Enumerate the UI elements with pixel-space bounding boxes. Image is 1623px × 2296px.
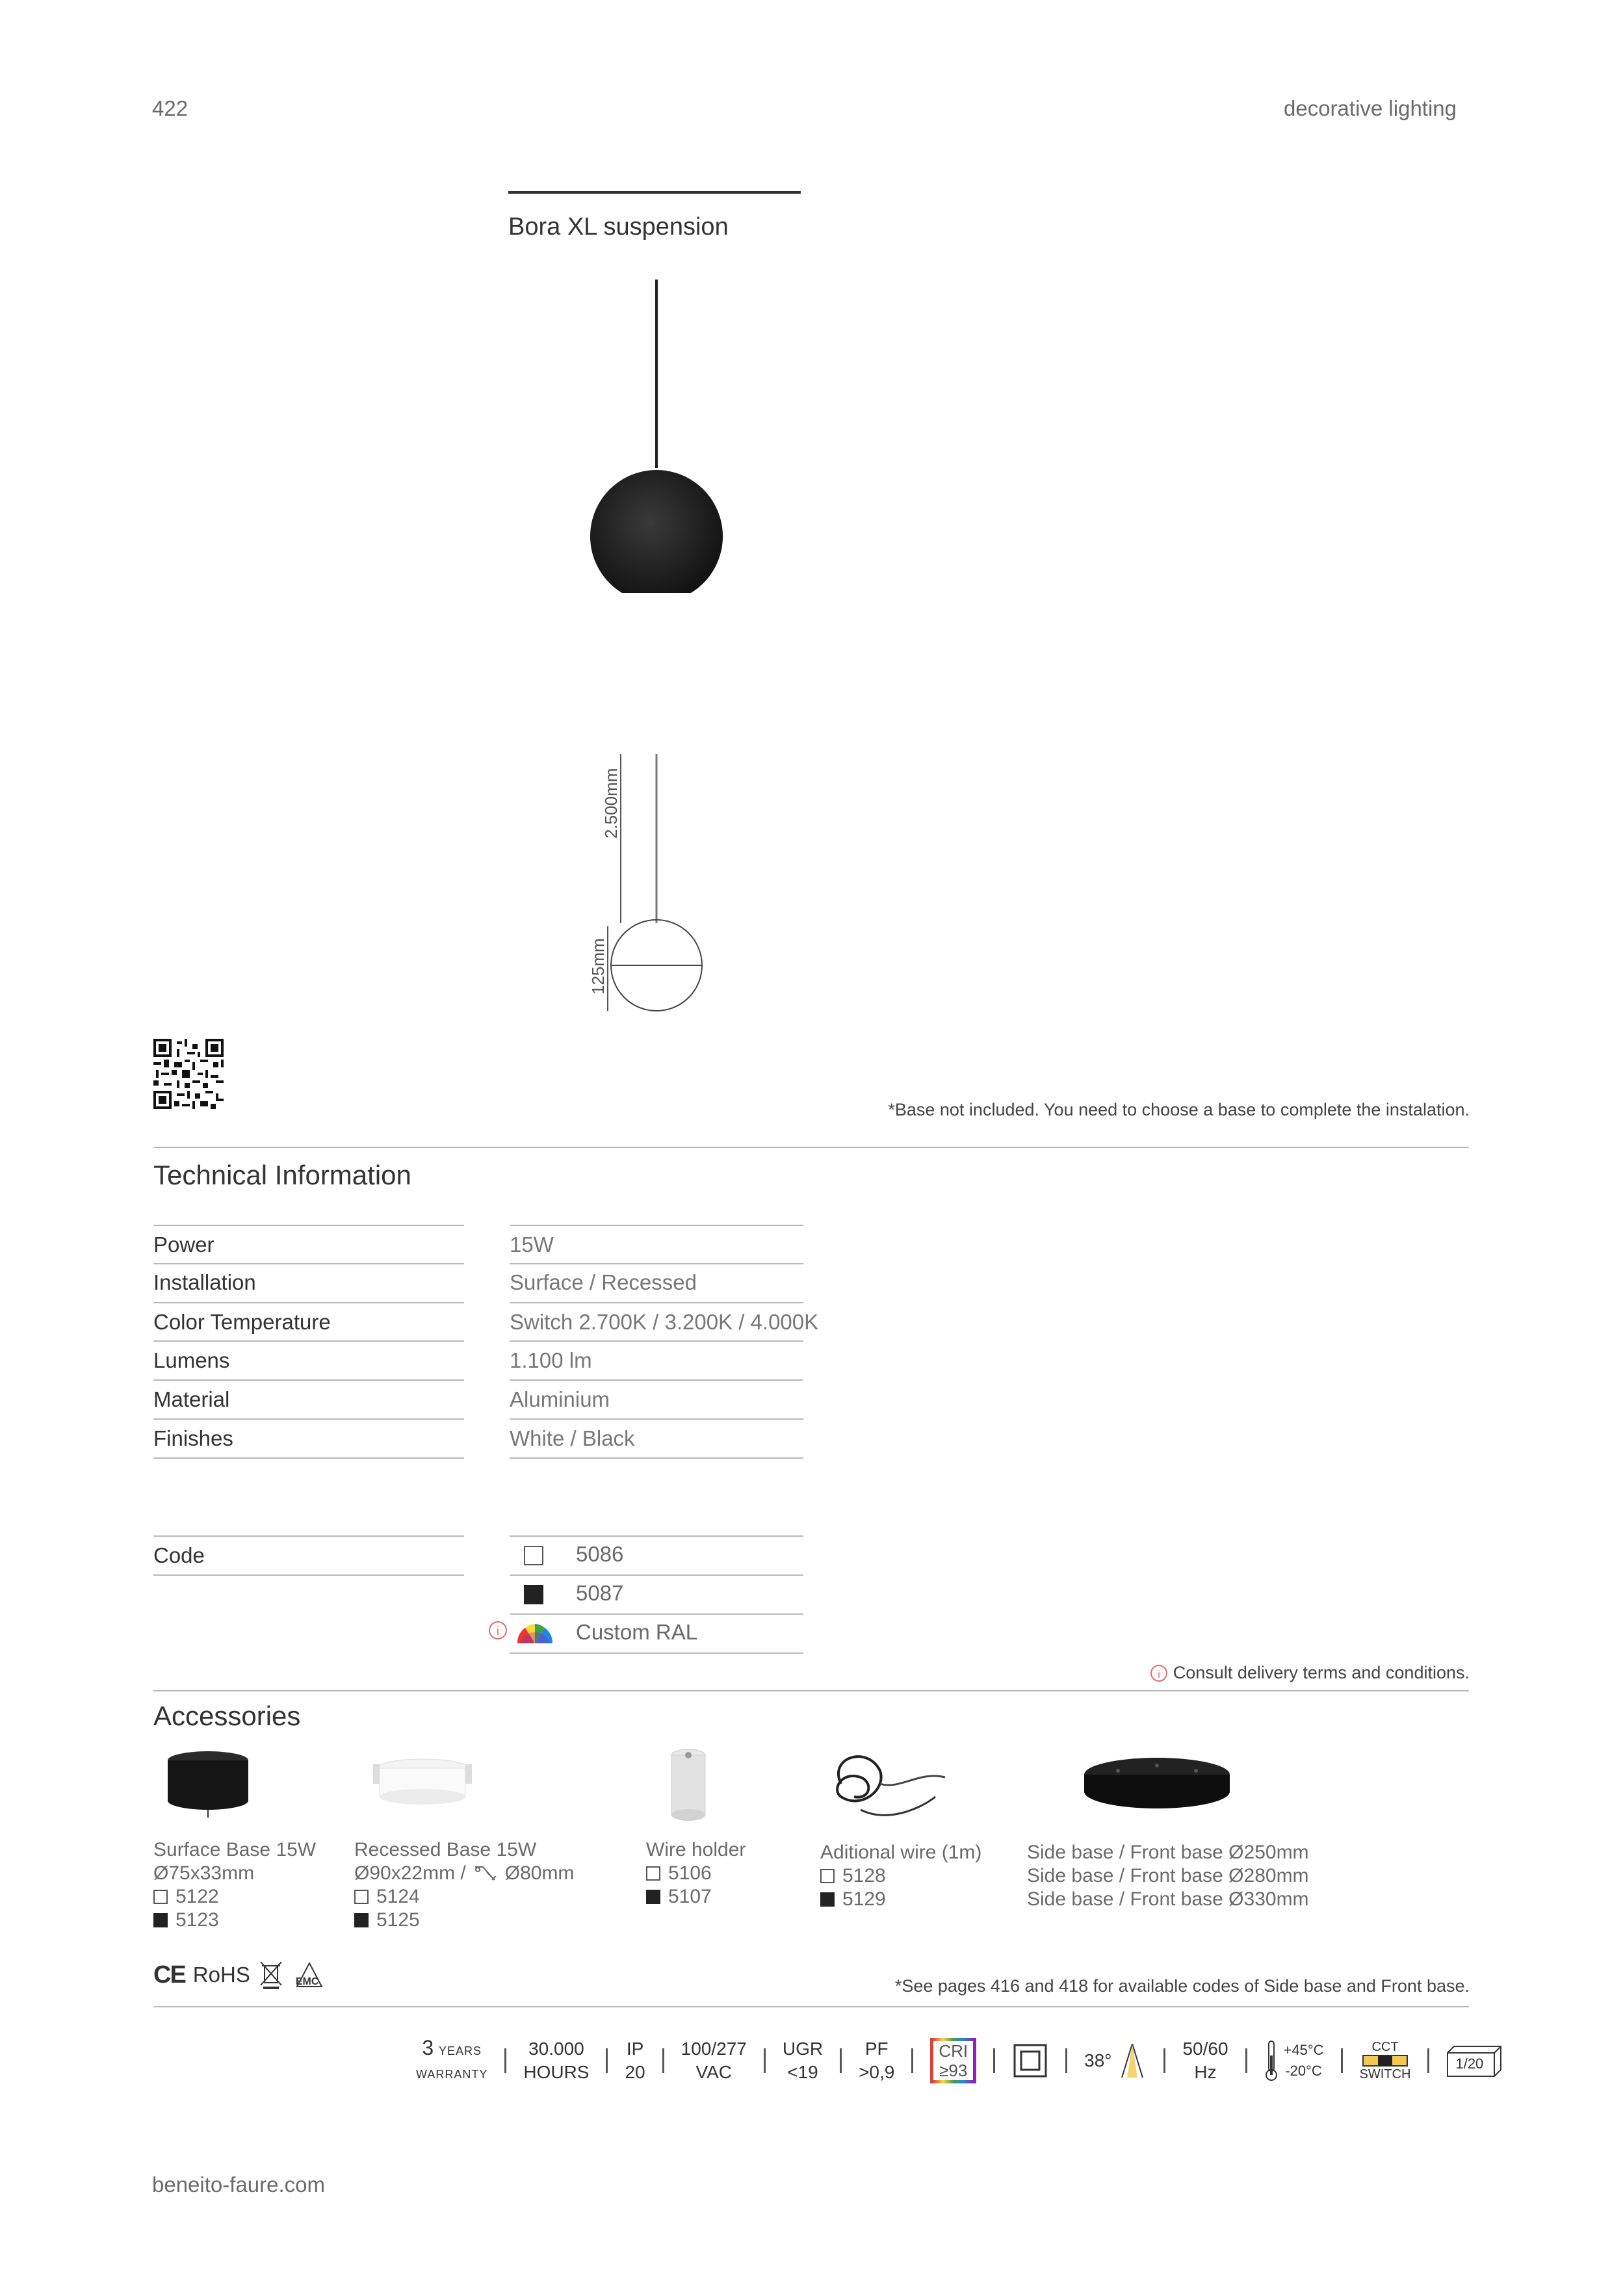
code-black: 5087 xyxy=(576,1581,624,1605)
ral-color-fan-icon xyxy=(512,1619,558,1645)
info-icon[interactable] xyxy=(487,1620,508,1641)
certifications xyxy=(153,1959,327,1990)
code-line xyxy=(820,1888,981,1911)
beam-angle-icon xyxy=(1118,2041,1147,2080)
temperature-max: +45°C xyxy=(1283,2042,1324,2058)
white-swatch xyxy=(820,1869,835,1883)
ugr-label: UGR xyxy=(782,2039,824,2059)
cri-label: CRI xyxy=(939,2041,968,2061)
tech-label: Finishes xyxy=(153,1426,233,1450)
code-rule xyxy=(153,1574,464,1576)
pendant-sphere xyxy=(590,470,723,603)
product-title: Bora XL suspension xyxy=(508,213,729,241)
black-swatch xyxy=(524,1585,543,1604)
accessory-wire-holder xyxy=(646,1838,746,1909)
product-photo xyxy=(572,273,741,611)
code-rule xyxy=(510,1652,803,1654)
tech-rule xyxy=(510,1225,803,1226)
section-name: decorative lighting xyxy=(1284,96,1457,120)
warranty-spec xyxy=(416,2036,487,2086)
tech-value: Aluminium xyxy=(510,1387,610,1411)
code-line xyxy=(820,1864,981,1888)
spec-separator xyxy=(1163,2048,1165,2073)
spec-bar xyxy=(416,2035,1502,2087)
tech-rule xyxy=(153,1225,464,1226)
divider xyxy=(153,1147,1469,1148)
code-line xyxy=(646,1862,746,1885)
switch-label: SWITCH xyxy=(1359,2067,1411,2081)
warranty-label: WARRANTY xyxy=(416,2067,488,2081)
spec-separator xyxy=(662,2048,664,2073)
website-link[interactable]: beneito-faure.com xyxy=(152,2172,325,2197)
accessory-dim: Ø75x33mm xyxy=(153,1862,255,1884)
beam-angle-spec xyxy=(1084,2041,1147,2080)
code-label: Code xyxy=(153,1543,205,1567)
ip-spec xyxy=(625,2037,645,2084)
black-swatch xyxy=(820,1892,835,1907)
accessory-dim: Ø90x22mm / xyxy=(354,1862,466,1884)
voltage-range: 100/277 xyxy=(681,2039,747,2059)
spec-separator xyxy=(764,2048,766,2073)
qr-code[interactable] xyxy=(153,1039,224,1109)
frequency-spec xyxy=(1182,2037,1228,2084)
cri-value: ≥93 xyxy=(939,2061,968,2080)
box-quantity-spec xyxy=(1446,2044,1502,2078)
tech-value: White / Black xyxy=(510,1426,635,1450)
accessory-side-front-base xyxy=(1027,1841,1309,1911)
pf-spec xyxy=(859,2037,894,2084)
additional-wire-image xyxy=(822,1745,952,1829)
pages-note: *See pages 416 and 418 for available codes of Side base and Front base. xyxy=(894,1976,1470,1996)
technical-title: Technical Information xyxy=(153,1160,411,1190)
ce-mark: CE xyxy=(153,1961,185,1989)
tech-value: Surface / Recessed xyxy=(510,1270,697,1294)
tech-rule xyxy=(153,1379,464,1381)
spec-separator xyxy=(504,2048,506,2073)
tech-rule xyxy=(153,1457,464,1459)
tech-rule xyxy=(153,1263,464,1264)
recessed-base-image xyxy=(370,1755,474,1814)
lifetime-spec xyxy=(523,2037,589,2084)
black-swatch xyxy=(646,1890,660,1904)
code-black: 5123 xyxy=(175,1909,219,1931)
diameter-label: 125mm xyxy=(588,938,608,995)
switch-icon xyxy=(1362,2055,1408,2067)
info-icon[interactable] xyxy=(1150,1664,1168,1682)
lifetime-label: HOURS xyxy=(523,2062,590,2082)
beam-angle-value: 38° xyxy=(1084,2050,1112,2070)
tech-rule xyxy=(510,1263,803,1264)
spec-separator xyxy=(1245,2048,1247,2073)
svg-text:i: i xyxy=(497,1624,499,1637)
tech-value: Switch 2.700K / 3.200K / 4.000K xyxy=(510,1310,819,1334)
box-quantity: 1/20 xyxy=(1455,2055,1484,2072)
code-line xyxy=(354,1885,574,1909)
cct-label: CCT xyxy=(1371,2040,1399,2054)
emc-mark xyxy=(292,1961,327,1989)
accessory-cut-out: Ø80mm xyxy=(504,1862,575,1884)
white-swatch xyxy=(153,1890,168,1904)
surface-base-image xyxy=(162,1747,253,1819)
white-swatch xyxy=(524,1546,543,1565)
cri-badge xyxy=(930,2038,976,2083)
ip-value: 20 xyxy=(625,2062,645,2082)
code-black: 5129 xyxy=(842,1888,886,1910)
lifetime-hours: 30.000 xyxy=(528,2039,584,2059)
side-base-option: Side base / Front base Ø330mm xyxy=(1027,1888,1309,1910)
tech-rule xyxy=(510,1457,803,1459)
frequency-value: 50/60 xyxy=(1182,2039,1228,2059)
ugr-value: <19 xyxy=(787,2062,818,2082)
spec-separator xyxy=(1065,2048,1067,2073)
temperature-range xyxy=(1284,2040,1324,2081)
code-rule xyxy=(510,1574,803,1576)
side-base-option: Side base / Front base Ø280mm xyxy=(1027,1865,1309,1886)
spec-separator xyxy=(1341,2048,1343,2073)
code-line xyxy=(354,1909,574,1932)
tech-label: Power xyxy=(153,1233,214,1257)
accessory-recessed-base xyxy=(354,1838,574,1932)
page-number: 422 xyxy=(152,96,188,120)
divider xyxy=(153,1690,1469,1691)
tech-value: 15W xyxy=(510,1233,554,1257)
frequency-unit: Hz xyxy=(1194,2062,1217,2082)
tech-rule xyxy=(153,1418,464,1420)
cct-switch-spec xyxy=(1360,2039,1411,2082)
delivery-note-text: Consult delivery terms and conditions. xyxy=(1173,1663,1470,1682)
accessory-name: Recessed Base 15W xyxy=(354,1839,537,1860)
spec-separator xyxy=(1427,2048,1429,2073)
tech-label: Color Temperature xyxy=(153,1310,331,1334)
accessory-name: Aditional wire (1m) xyxy=(820,1842,982,1863)
black-swatch xyxy=(354,1913,369,1927)
code-rule xyxy=(153,1535,464,1537)
tech-rule xyxy=(510,1379,803,1381)
spec-separator xyxy=(993,2048,995,2073)
pf-value: >0,9 xyxy=(859,2062,895,2082)
wire-holder-image xyxy=(666,1746,711,1824)
tech-rule xyxy=(153,1302,464,1303)
side-base-option: Side base / Front base Ø250mm xyxy=(1027,1842,1309,1863)
base-note: *Base not included. You need to choose a base to complete the instalation. xyxy=(888,1100,1470,1119)
code-white: 5128 xyxy=(842,1865,886,1886)
tech-label: Lumens xyxy=(153,1348,230,1372)
tech-label: Installation xyxy=(153,1270,256,1294)
white-swatch xyxy=(646,1866,660,1881)
black-swatch xyxy=(153,1913,168,1927)
tech-rule xyxy=(510,1418,803,1420)
code-rule xyxy=(510,1613,803,1615)
tech-label: Material xyxy=(153,1387,230,1411)
spec-separator xyxy=(911,2048,913,2073)
rohs-mark: RoHS xyxy=(192,1963,250,1987)
code-custom-ral: Custom RAL xyxy=(576,1620,698,1644)
tech-value: 1.100 lm xyxy=(510,1348,592,1372)
tech-rule xyxy=(153,1340,464,1342)
code-line xyxy=(153,1885,316,1909)
tech-rule xyxy=(510,1302,803,1303)
code-white: 5122 xyxy=(175,1886,219,1907)
title-rule xyxy=(508,191,801,194)
accessory-surface-base xyxy=(153,1838,316,1932)
spec-separator xyxy=(840,2048,842,2073)
weee-bin-icon xyxy=(258,1959,284,1990)
delivery-note xyxy=(1150,1663,1470,1683)
cut-out-icon xyxy=(473,1863,499,1884)
pf-label: PF xyxy=(864,2039,889,2059)
code-black: 5107 xyxy=(668,1886,712,1907)
temperature-spec xyxy=(1264,2039,1324,2082)
ip-label: IP xyxy=(626,2039,644,2059)
svg-text:i: i xyxy=(1158,1669,1160,1680)
spec-separator xyxy=(606,2048,608,2073)
class-ii-icon xyxy=(1012,2042,1048,2079)
cable-length-label: 2.500mm xyxy=(601,768,621,839)
accessory-dim-line xyxy=(354,1862,574,1885)
code-white: 5124 xyxy=(376,1886,420,1907)
warranty-years-label: YEARS xyxy=(438,2044,482,2057)
accessory-additional-wire xyxy=(820,1841,981,1911)
code-white: 5086 xyxy=(576,1542,624,1566)
white-swatch xyxy=(354,1890,369,1904)
tech-rule xyxy=(510,1340,803,1342)
accessory-name: Surface Base 15W xyxy=(153,1839,317,1860)
code-black: 5125 xyxy=(376,1909,420,1931)
divider xyxy=(153,2006,1469,2007)
voltage-unit: VAC xyxy=(695,2062,732,2082)
accessories-title: Accessories xyxy=(153,1701,301,1731)
emc-label: EMC xyxy=(295,1976,319,1987)
code-line xyxy=(153,1909,316,1932)
thermometer-icon xyxy=(1264,2039,1279,2082)
accessory-name: Wire holder xyxy=(646,1839,746,1860)
side-front-base-image xyxy=(1079,1749,1235,1814)
warranty-years-number: 3 xyxy=(422,2035,434,2059)
voltage-spec xyxy=(681,2037,747,2084)
temperature-min: -20°C xyxy=(1285,2063,1322,2079)
code-white: 5106 xyxy=(668,1862,712,1884)
code-line xyxy=(646,1885,746,1909)
ugr-spec xyxy=(783,2037,823,2084)
code-rule xyxy=(510,1535,803,1537)
